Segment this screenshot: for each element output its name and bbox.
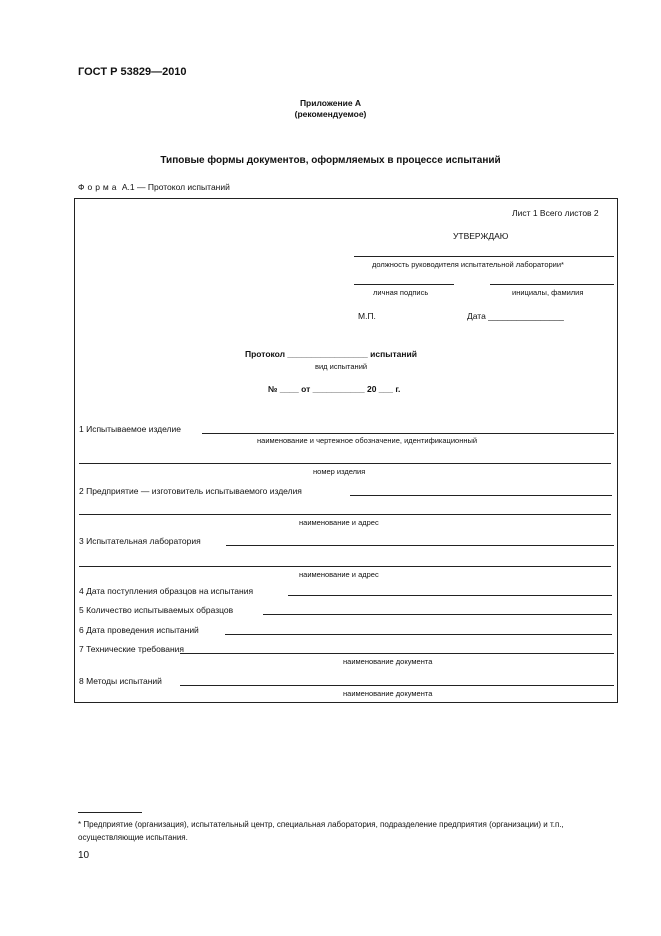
- field-line-3: [226, 545, 614, 546]
- field-label-5: 5 Количество испытываемых образцов: [79, 605, 234, 615]
- protocol-number: № ____ от ___________ 20 ___ г.: [268, 384, 401, 394]
- signature-line: [354, 284, 454, 285]
- footnote: * Предприятие (организация), испытательный центр, специальная лаборатория, подразделение предприятия (организации) и т.п., осуществляющие испытания.: [78, 820, 564, 842]
- field-label-3: 3 Испытательная лаборатория: [79, 536, 201, 546]
- field-caption-1: наименование и чертежное обозначение, идентификационный: [257, 436, 478, 445]
- approve-label: УТВЕРЖДАЮ: [453, 231, 509, 241]
- field-label-8: 8 Методы испытаний: [79, 676, 162, 686]
- field-caption-2b: наименование и адрес: [299, 518, 379, 527]
- field-label-4: 4 Дата поступления образцов на испытания: [79, 586, 254, 596]
- approver-position-line: [354, 256, 614, 257]
- field-label-7: 7 Технические требования: [79, 644, 185, 654]
- field-line-2b: [79, 514, 611, 515]
- page-title: Типовые формы документов, оформляемых в процессе испытаний: [160, 155, 501, 166]
- field-label-6: 6 Дата проведения испытаний: [79, 625, 199, 635]
- signature-caption: личная подпись: [373, 288, 429, 297]
- field-line-3b: [79, 566, 611, 567]
- field-line-2: [350, 495, 612, 496]
- appendix-title: Приложение А: [299, 98, 362, 108]
- sheet-count: Лист 1 Всего листов 2: [512, 208, 599, 218]
- field-line-7: [180, 653, 614, 654]
- field-line-1b: [79, 463, 611, 464]
- appendix-note: (рекомендуемое): [294, 109, 367, 119]
- standard-header: ГОСТ Р 53829—2010: [78, 66, 187, 78]
- test-type-caption: вид испытаний: [315, 362, 368, 371]
- field-caption-8: наименование документа: [343, 689, 433, 698]
- page-number: 10: [78, 850, 90, 861]
- footnote-divider: [78, 812, 142, 813]
- approver-position-caption: должность руководителя испытательной лаборатории*: [372, 260, 564, 269]
- field-label-2: 2 Предприятие — изготовитель испытываемого изделия: [79, 486, 302, 496]
- field-line-6: [225, 634, 612, 635]
- field-line-1: [202, 433, 614, 434]
- approval-date: Дата ________________: [467, 311, 564, 321]
- field-line-4: [288, 595, 612, 596]
- seal-label: М.П.: [358, 311, 376, 321]
- form-caption-text: А.1 — Протокол испытаний: [121, 182, 230, 192]
- field-line-8: [180, 685, 614, 686]
- form-caption: [78, 182, 230, 192]
- protocol-title: Протокол _________________ испытаний: [245, 349, 417, 359]
- field-caption-1b: номер изделия: [313, 467, 366, 476]
- initials-line: [490, 284, 614, 285]
- initials-caption: инициалы, фамилия: [512, 288, 584, 297]
- field-caption-3b: наименование и адрес: [299, 570, 379, 579]
- field-line-5: [263, 614, 612, 615]
- field-caption-7: наименование документа: [343, 657, 433, 666]
- field-label-1: 1 Испытываемое изделие: [79, 424, 181, 434]
- form-word: Форма: [78, 182, 120, 192]
